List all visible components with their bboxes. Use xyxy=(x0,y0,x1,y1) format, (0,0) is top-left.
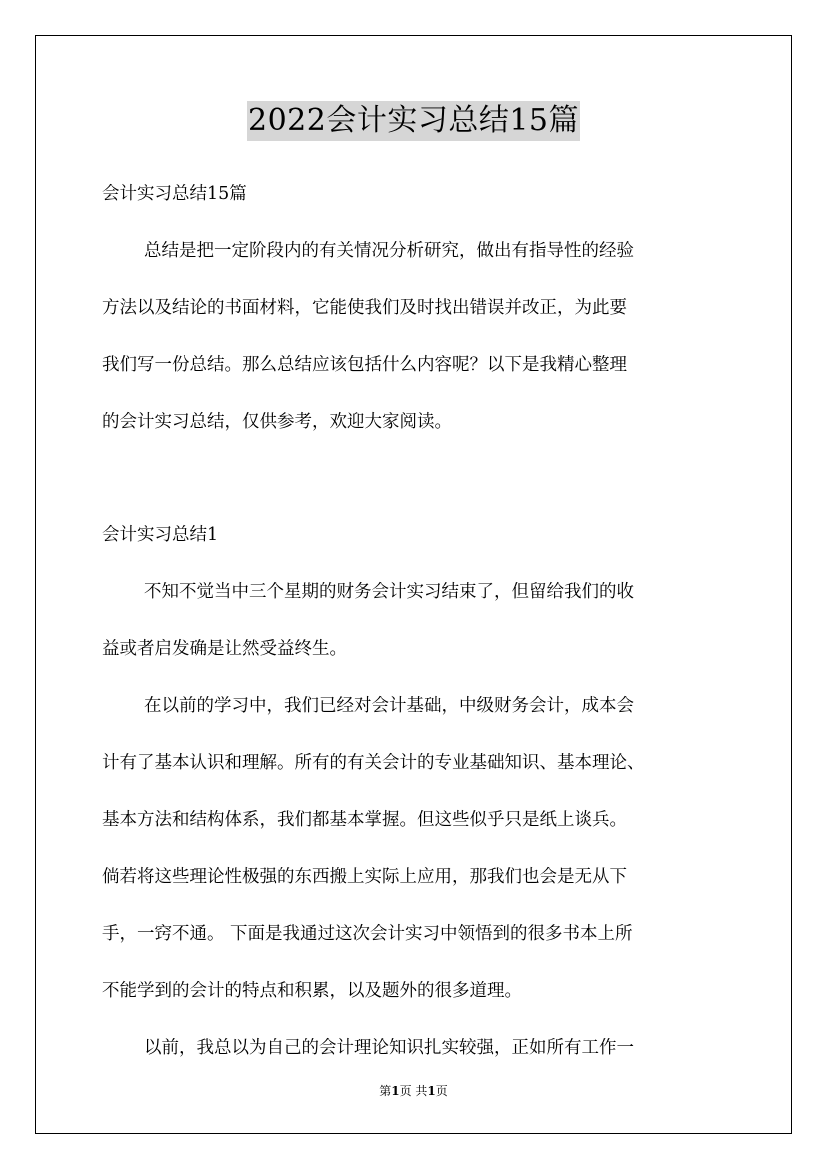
paragraph-line: 益或者启发确是让然受益终生。 xyxy=(102,639,347,659)
paragraph-line: 不能学到的会计的特点和积累，以及题外的很多道理。 xyxy=(102,981,522,1001)
document-title: 2022会计实习总结15篇 xyxy=(247,101,580,141)
paragraph-line: 手，一窍不通。 下面是我通过这次会计实习中领悟到的很多书本上所 xyxy=(102,924,633,944)
paragraph-line: 方法以及结论的书面材料，它能使我们及时找出错误并改正，为此要 xyxy=(102,298,627,318)
paragraph-line: 基本方法和结构体系，我们都基本掌握。但这些似乎只是纸上谈兵。 xyxy=(102,810,627,830)
footer-page-number: 1 xyxy=(391,1084,400,1098)
document-body xyxy=(102,176,730,1087)
paragraph-line: 以前，我总以为自己的会计理论知识扎实较强，正如所有工作一 xyxy=(144,1038,634,1058)
title-container xyxy=(0,101,827,141)
paragraph-line: 不知不觉当中三个星期的财务会计实习结束了，但留给我们的收 xyxy=(144,582,634,602)
paragraph-line: 的会计实习总结，仅供参考，欢迎大家阅读。 xyxy=(102,412,452,432)
footer-total-pages: 1 xyxy=(427,1084,436,1098)
paragraph-line: 倘若将这些理论性极强的东西搬上实际上应用，那我们也会是无从下 xyxy=(102,867,627,887)
section-heading: 会计实习总结1 xyxy=(102,525,219,545)
section-heading: 会计实习总结15篇 xyxy=(102,184,247,204)
page-footer xyxy=(0,1083,827,1099)
paragraph-line: 在以前的学习中，我们已经对会计基础，中级财务会计，成本会 xyxy=(144,696,634,716)
paragraph-line: 我们写一份总结。那么总结应该包括什么内容呢？以下是我精心整理 xyxy=(102,355,627,375)
paragraph-line: 总结是把一定阶段内的有关情况分析研究，做出有指导性的经验 xyxy=(144,241,634,261)
footer-prefix: 第 xyxy=(379,1084,392,1098)
footer-mid: 页 共 xyxy=(399,1084,428,1098)
footer-suffix: 页 xyxy=(435,1084,448,1098)
paragraph-line: 计有了基本认识和理解。所有的有关会计的专业基础知识、基本理论、 xyxy=(102,753,645,773)
